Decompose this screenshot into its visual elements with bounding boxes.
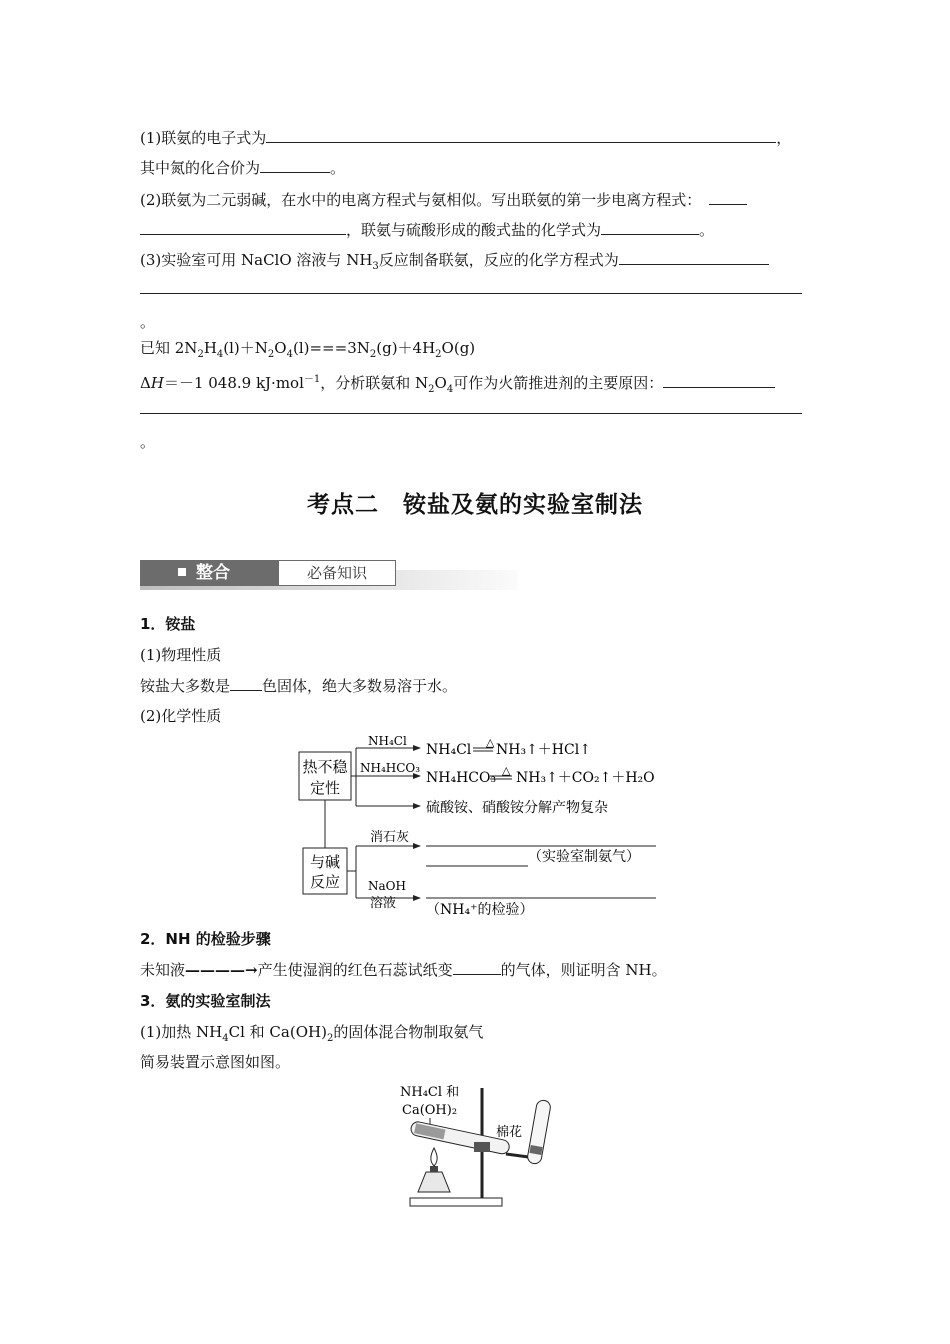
- eq2-right: NH₃↑＋CO₂↑＋H₂O: [516, 770, 655, 786]
- apparatus-figure: [396, 1080, 566, 1216]
- delta-h-line: [140, 370, 775, 400]
- s1-title: 1．铵盐: [140, 615, 196, 633]
- eq-part: ，分析联氨和 N: [320, 374, 429, 392]
- q2-line1: [140, 190, 747, 210]
- banner-left-label: 整合: [196, 563, 230, 583]
- s1-p2b: 色固体，绝大多数易溶于水。: [262, 677, 458, 695]
- eq3: 硫酸铵、硝酸铵分解产物复杂: [426, 800, 608, 816]
- box1-line2: 定性: [309, 779, 341, 797]
- branch2-label-b: 溶液: [370, 896, 397, 911]
- eq-part: O: [274, 339, 287, 357]
- alcohol-lamp: [418, 1172, 450, 1192]
- q3-line1: [140, 250, 769, 277]
- answer-blank[interactable]: [260, 158, 330, 173]
- answer-blank[interactable]: [140, 220, 346, 235]
- q2-text2: ，联氨与硫酸形成的酸式盐的化学式为: [346, 221, 602, 239]
- q1-line2: [140, 158, 345, 178]
- banner-left: [140, 560, 278, 586]
- q3-period2: 。: [140, 433, 156, 451]
- s2-p1: [140, 960, 667, 980]
- subscript: 2: [197, 349, 204, 360]
- answer-blank[interactable]: [619, 250, 769, 265]
- q1-line1: [140, 128, 791, 148]
- box2-line1: 与碱: [309, 853, 341, 871]
- s3-title: 3．氨的实验室制法: [140, 992, 271, 1010]
- s2-p1a: 未知液: [140, 961, 186, 979]
- s1-p3: (2)化学性质: [140, 707, 222, 725]
- s3-p1c: 的固体混合物制取氨气: [333, 1023, 484, 1041]
- q1-text: (1)联氨的电子式为: [140, 129, 267, 147]
- delta-sign: △: [486, 736, 495, 749]
- q1-comma: ，: [776, 129, 792, 147]
- eq-part: (l)＋N: [223, 339, 268, 357]
- eq-part: ＝－1 048.9 kJ·mol: [163, 374, 304, 392]
- eq-part: Δ: [140, 374, 151, 392]
- q2-period: 。: [699, 221, 715, 239]
- reagent-label-2: Ca(OH)₂: [402, 1103, 458, 1118]
- answer-rule[interactable]: [140, 293, 802, 294]
- branch1-note: （实验室制氨气）: [528, 849, 640, 865]
- s1-p2a: 铵盐大多数是: [140, 677, 231, 695]
- box1-line1: 热不稳: [302, 758, 348, 776]
- clamp: [474, 1142, 490, 1152]
- q3-text: (3)实验室可用 NaClO 溶液与 NH: [140, 251, 373, 269]
- q1-period: 。: [330, 159, 346, 177]
- subscript: 2: [428, 384, 435, 395]
- reaction-diagram: [290, 730, 670, 922]
- reaction-arrow: ————→: [185, 961, 258, 979]
- branch1-label: 消石灰: [370, 830, 410, 845]
- q3-text2: 反应制备联氨，反应的化学方程式为: [378, 251, 619, 269]
- subscript: 2: [326, 1033, 334, 1044]
- cotton-label: 棉花: [496, 1125, 523, 1140]
- eq1-right: NH₃↑＋HCl↑: [496, 742, 591, 758]
- eq1-left: NH₄Cl: [426, 742, 472, 758]
- s2-p1c: 的气体，则证明含 NH。: [500, 961, 667, 979]
- section-title: 考点二 铵盐及氨的实验室制法: [307, 492, 643, 518]
- box2-line2: 反应: [309, 873, 341, 891]
- flame-icon: [431, 1148, 437, 1166]
- s3-p2: 简易装置示意图如图。: [140, 1053, 291, 1071]
- subscript: 4: [286, 349, 293, 360]
- q3-period: 。: [140, 313, 156, 331]
- answer-blank[interactable]: [601, 220, 699, 235]
- branch2-label-a: NaOH: [368, 879, 406, 893]
- arrow1-label: NH₄Cl: [368, 734, 407, 748]
- q2-text: (2)联氨为二元弱碱，在水中的电离方程式与氨相似。写出联氨的第一步电离方程式：: [140, 191, 702, 209]
- subscript: 3: [372, 261, 379, 272]
- branch2-note: （NH₄⁺的检验）: [426, 902, 534, 918]
- collection-tube: [527, 1099, 552, 1164]
- answer-rule[interactable]: [140, 413, 802, 414]
- s1-p2: [140, 676, 457, 696]
- reagent-label-1: NH₄Cl 和: [400, 1085, 460, 1100]
- s2-p1b: 产生使湿润的红色石蕊试纸变: [257, 961, 453, 979]
- eq-part: 可作为火箭推进剂的主要原因：: [453, 374, 664, 392]
- subscript: 4: [222, 1033, 229, 1044]
- eq2-left: NH₄HCO₃: [426, 770, 497, 786]
- eq-part: O: [434, 374, 447, 392]
- square-icon: [178, 568, 186, 576]
- eq-part: 已知 2N: [140, 339, 198, 357]
- answer-blank[interactable]: [709, 190, 747, 205]
- eq-part: O(g): [441, 339, 476, 357]
- banner-right-label: 必备知识: [278, 560, 396, 586]
- s1-p1: (1)物理性质: [140, 646, 222, 664]
- eq-part: (l)===3N: [292, 339, 370, 357]
- known-equation: [140, 338, 475, 365]
- q1-text2: 其中氮的化合价为: [140, 159, 261, 177]
- eq-part: (g)＋4H: [376, 339, 436, 357]
- subscript: 2: [267, 349, 275, 360]
- s2-title: 2．NH 的检验步骤: [140, 930, 271, 948]
- answer-blank[interactable]: [453, 960, 501, 975]
- subscript: 4: [216, 349, 224, 360]
- answer-blank[interactable]: [266, 128, 776, 143]
- superscript: －1: [303, 374, 321, 385]
- lamp-wick: [430, 1166, 438, 1172]
- s3-p1: [140, 1022, 483, 1049]
- subscript: 2: [435, 349, 442, 360]
- eq-part: H: [203, 339, 217, 357]
- answer-blank[interactable]: [663, 373, 775, 388]
- section-banner: [140, 560, 518, 590]
- answer-blank[interactable]: [230, 676, 262, 691]
- stand-base: [410, 1198, 502, 1206]
- subscript: 2: [369, 349, 377, 360]
- q2-line2: [140, 220, 714, 240]
- arrow2-label: NH₄HCO₃: [360, 761, 421, 775]
- eq-part: H: [150, 374, 164, 392]
- delta-sign: △: [502, 764, 511, 777]
- s3-p1a: (1)加热 NH: [140, 1023, 223, 1041]
- s3-p1b: Cl 和 Ca(OH): [228, 1023, 327, 1041]
- subscript: 4: [446, 384, 454, 395]
